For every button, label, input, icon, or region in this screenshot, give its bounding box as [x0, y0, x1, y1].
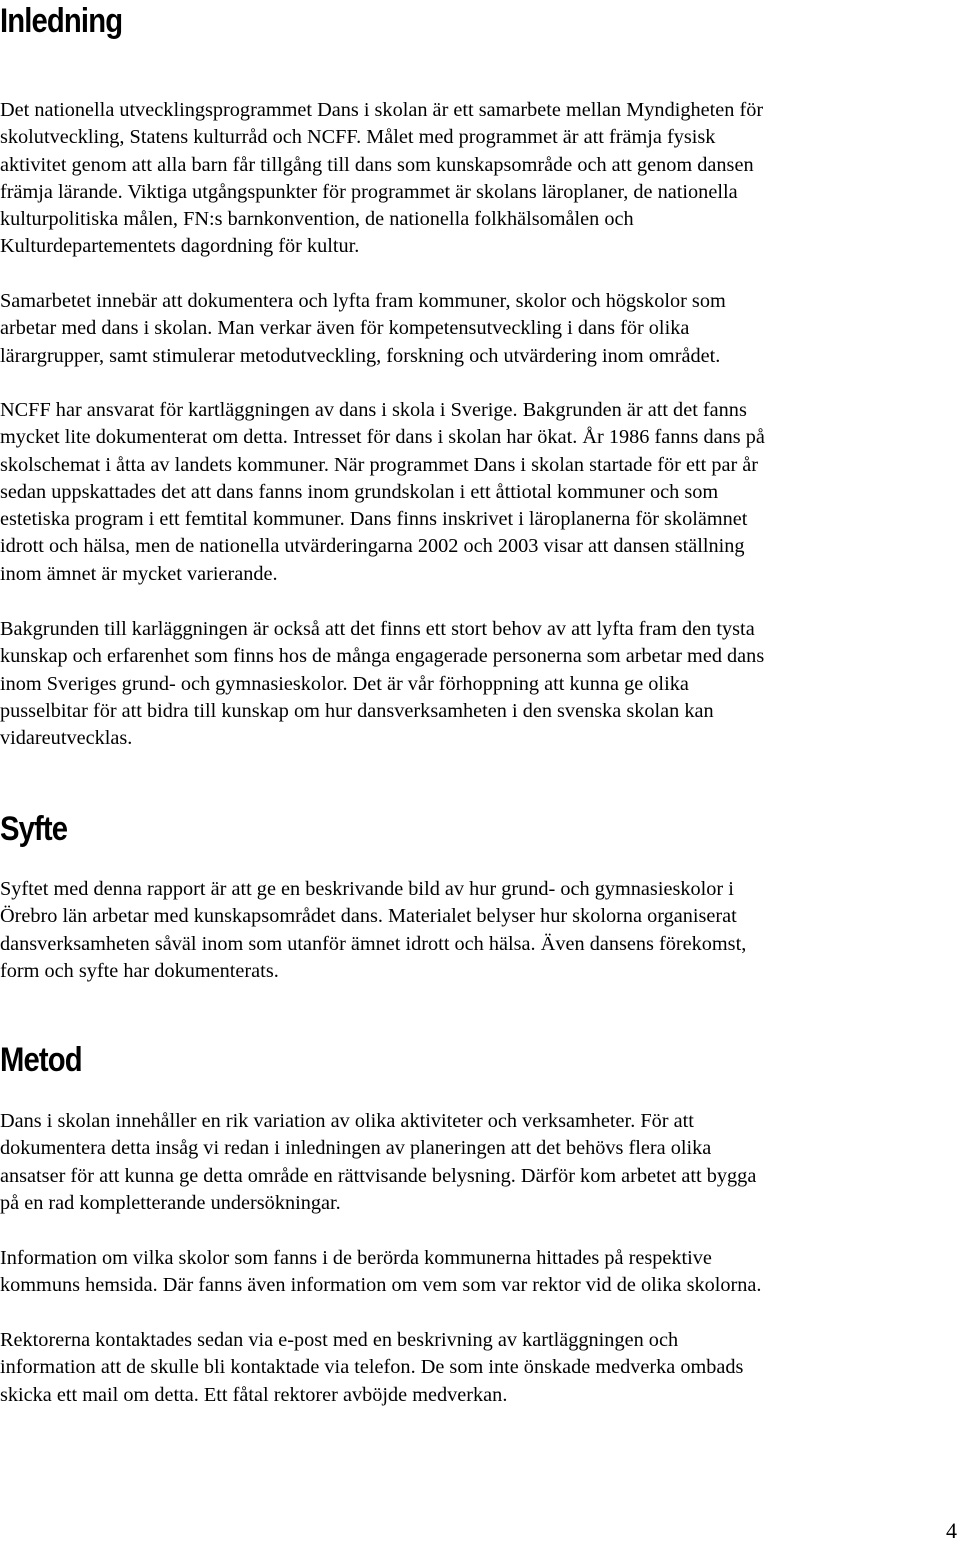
- paragraph-inledning-4: [0, 616, 958, 752]
- text-line: Information om vilka skolor som fanns i de berörda kommunerna hittades på respektive: [0, 1247, 712, 1269]
- heading-syfte: Syfte: [0, 810, 68, 848]
- text-line: arbetar med dans i skolan. Man verkar även för kompetensutveckling i dans för olika: [0, 317, 690, 340]
- text-line: inom ämnet är mycket varierande.: [0, 562, 278, 585]
- text-line: dansverksamheten såväl inom som utanför ämnet idrott och hälsa. Även dansens förekomst,: [0, 932, 747, 955]
- text-line: form och syfte har dokumenterats.: [0, 959, 279, 982]
- text-line: idrott och hälsa, men de nationella utvärderingarna 2002 och 2003 visar att dansen ställning: [0, 535, 745, 558]
- text-line: Det nationella utvecklingsprogrammet Dans i skolan är ett samarbete mellan Myndigheten för: [0, 99, 764, 121]
- text-line: främja lärande. Viktiga utgångspunkter för programmet är skolans läroplaner, de nationella: [0, 180, 738, 203]
- paragraph-metod-3: [0, 1327, 958, 1409]
- text-line: estetiska program i ett femtital kommuner. Dans finns inskrivet i läroplanerna för skolämnet: [0, 508, 748, 531]
- paragraph-syfte-1: [0, 876, 958, 985]
- text-line: Samarbetet innebär att dokumentera och lyfta fram kommuner, skolor och högskolor som: [0, 290, 726, 312]
- text-line: Örebro län arbetar med kunskapsområdet dans. Materialet belyser hur skolorna organiserat: [0, 905, 737, 928]
- text-line: mycket lite dokumenterat om detta. Intresset för dans i skolan har ökat. År 1986 fanns dans på: [0, 426, 765, 449]
- text-line: skicka ett mail om detta. Ett fåtal rektorer avböjde medverkan.: [0, 1383, 508, 1406]
- text-line: kulturpolitiska målen, FN:s barnkonvention, de nationella folkhälsomålen och: [0, 208, 634, 231]
- text-line: NCFF har ansvarat för kartläggningen av dans i skola i Sverige. Bakgrunden är att det fanns: [0, 399, 747, 421]
- text-line: Bakgrunden till karläggningen är också att det finns ett stort behov av att lyfta fram den tysta: [0, 618, 755, 640]
- text-line: vidareutvecklas.: [0, 727, 133, 750]
- heading-metod: Metod: [0, 1041, 82, 1079]
- text-line: skolschemat i åtta av landets kommuner. När programmet Dans i skolan startade för ett par år: [0, 453, 759, 476]
- text-line: på en rad kompletterande undersökningar.: [0, 1191, 341, 1214]
- paragraph-inledning-3: [0, 397, 958, 588]
- text-line: Kulturdepartementets dagordning för kultur.: [0, 235, 360, 258]
- text-line: kunskap och erfarenhet som finns hos de många engagerade personerna som arbetar med dans: [0, 645, 765, 668]
- paragraph-inledning-2: [0, 288, 958, 370]
- text-line: sedan uppskattades det att dans fanns inom grundskolan i ett åttiotal kommuner och som: [0, 480, 719, 503]
- paragraph-metod-2: [0, 1245, 958, 1300]
- text-line: skolutveckling, Statens kulturråd och NCFF. Målet med programmet är att främja fysisk: [0, 126, 716, 149]
- page-number: 4: [946, 1518, 957, 1543]
- paragraph-metod-1: [0, 1108, 958, 1217]
- text-line: information att de skulle bli kontaktade via telefon. De som inte önskade medverka ombads: [0, 1356, 744, 1379]
- text-line: pusselbitar för att bidra till kunskap om hur dansverksamheten i den svenska skolan kan: [0, 699, 714, 722]
- text-line: aktivitet genom att alla barn får tillgång till dans som kunskapsområde och att genom dansen: [0, 153, 754, 176]
- text-line: lärargrupper, samt stimulerar metodutveckling, forskning och utvärdering inom området.: [0, 344, 721, 367]
- text-line: inom Sveriges grund- och gymnasieskolor. Det är vår förhoppning att kunna ge olika: [0, 672, 689, 695]
- paragraph-inledning-1: [0, 97, 958, 261]
- text-line: kommuns hemsida. Där fanns även information om vem som var rektor vid de olika skolorna.: [0, 1274, 762, 1297]
- text-line: Rektorerna kontaktades sedan via e-post med en beskrivning av kartläggningen och: [0, 1329, 679, 1351]
- heading-inledning: Inledning: [0, 2, 123, 40]
- text-line: dokumentera detta insåg vi redan i inledningen av planeringen att det behövs flera olika: [0, 1137, 712, 1160]
- text-line: ansatser för att kunna ge detta område en rättvisande belysning. Därför kom arbetet att bygga: [0, 1164, 757, 1187]
- text-line: Syftet med denna rapport är att ge en beskrivande bild av hur grund- och gymnasieskolor i: [0, 878, 734, 900]
- text-line: Dans i skolan innehåller en rik variation av olika aktiviteter och verksamheter. För att: [0, 1110, 694, 1132]
